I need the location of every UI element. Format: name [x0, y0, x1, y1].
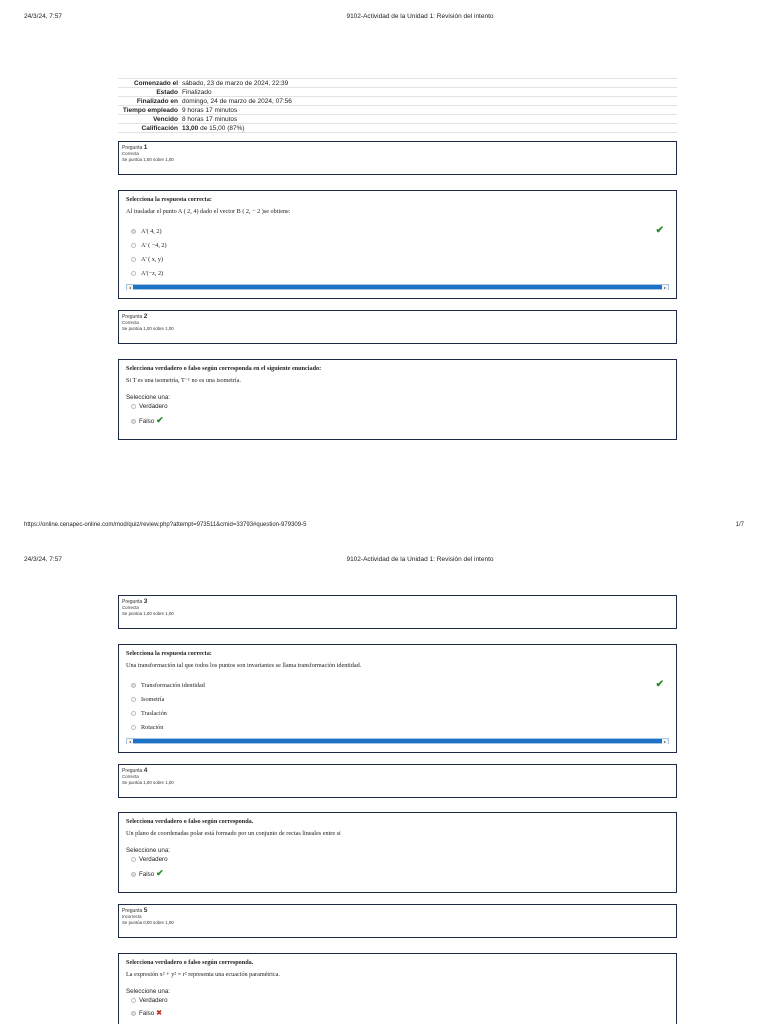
radio-icon[interactable] — [131, 683, 136, 688]
question-status: Correcta — [122, 151, 139, 156]
print-date: 24/3/24, 7:57 — [24, 556, 62, 563]
question-4-info: Pregunta 4 Correcta Se puntúa 1,00 sobre 1,00 — [118, 764, 677, 798]
answer-option[interactable]: A' ( x, y) — [126, 256, 669, 270]
radio-icon[interactable] — [131, 872, 136, 877]
summary-row-state: Estado Finalizado — [118, 88, 677, 97]
radio-icon[interactable] — [131, 419, 136, 424]
answer-option-true[interactable]: Verdadero — [126, 855, 669, 865]
radio-icon[interactable] — [131, 998, 136, 1003]
check-icon: ✔ — [655, 679, 664, 690]
question-score: Se puntúa 1,00 sobre 1,00 — [122, 326, 174, 331]
check-icon: ✔ — [156, 868, 164, 878]
question-score: Se puntúa 1,00 sobre 1,00 — [122, 157, 174, 162]
answer-option[interactable]: Transformación identidad ✔ — [126, 682, 669, 696]
answer-option[interactable]: A' ( −4, 2) — [126, 242, 669, 256]
summary-row-finished: Finalizado en domingo, 24 de marzo de 2024, 07:56 — [118, 97, 677, 106]
question-status: Correcta — [122, 774, 139, 779]
print-title: 9102-Actividad de la Unidad 1: Revisión del intento — [346, 556, 494, 563]
answer-option-false[interactable]: Falso ✔ — [126, 868, 669, 878]
horizontal-scrollbar[interactable] — [126, 738, 669, 744]
answer-option[interactable]: A'( 4, 2) ✔ — [126, 228, 669, 242]
question-status: Correcta — [122, 320, 139, 325]
scroll-left-icon[interactable]: ◂ — [128, 739, 131, 744]
answer-option[interactable]: A'(−z, 2) — [126, 270, 669, 284]
check-icon: ✔ — [156, 415, 164, 425]
print-title: 9102-Actividad de la Unidad 1: Revisión del intento — [346, 13, 494, 20]
question-text: La expresión x² + y² = r² representa una ecuación paramétrica. — [126, 971, 280, 978]
radio-icon[interactable] — [131, 271, 136, 276]
question-text: Si T es una isometría, T⁻¹ no es una isometría. — [126, 377, 241, 384]
answer-option[interactable]: Rotación — [126, 724, 669, 738]
radio-icon[interactable] — [131, 725, 136, 730]
question-score: Se puntúa 1,00 sobre 1,00 — [122, 780, 174, 785]
radio-icon[interactable] — [131, 257, 136, 262]
question-2-info: Pregunta 2 Correcta Se puntúa 1,00 sobre 1,00 — [118, 310, 677, 344]
question-1-content — [118, 190, 677, 299]
attempt-summary — [118, 78, 677, 133]
radio-icon[interactable] — [131, 857, 136, 862]
radio-icon[interactable] — [131, 243, 136, 248]
summary-row-grade: Calificación 13,00 de 15,00 (87%) — [118, 124, 677, 133]
question-2-content — [118, 359, 677, 440]
summary-table — [118, 78, 677, 133]
question-1-info: Pregunta 1 Correcta Se puntúa 1,00 sobre 1,00 — [118, 141, 677, 175]
grade-value: 13,00 — [182, 124, 199, 132]
question-3-content — [118, 644, 677, 753]
radio-icon[interactable] — [131, 404, 136, 409]
select-one-label: Seleccione una: — [126, 988, 171, 995]
answer-option[interactable]: Isometría — [126, 696, 669, 710]
question-prompt: Selecciona verdadero o falso según corresponda en el siguiente enunciado: — [126, 365, 322, 372]
answer-option-true[interactable]: Verdadero — [126, 996, 669, 1006]
question-score: Se puntúa 0,00 sobre 1,00 — [122, 920, 174, 925]
radio-icon[interactable] — [131, 697, 136, 702]
scroll-right-icon[interactable]: ▸ — [663, 285, 666, 290]
select-one-label: Seleccione una: — [126, 394, 171, 401]
answer-option-false[interactable]: Falso ✔ — [126, 415, 669, 425]
scroll-left-icon[interactable]: ◂ — [128, 285, 131, 290]
question-prompt: Selecciona verdadero o falso según corresponda. — [126, 959, 254, 966]
question-4-content — [118, 812, 677, 893]
select-one-label: Seleccione una: — [126, 847, 171, 854]
question-score: Se puntúa 1,00 sobre 1,00 — [122, 611, 174, 616]
question-5-info: Pregunta 5 Incorrecta Se puntúa 0,00 sobre 1,00 — [118, 904, 677, 938]
question-text: Un plano de coordenadas polar está formado por un conjunto de rectas lineales entre si — [126, 830, 341, 837]
print-date: 24/3/24, 7:57 — [24, 13, 62, 20]
question-text: Una transformación tal que todos los puntos son invariantes se llama transformación identidad. — [126, 662, 362, 669]
question-3-info: Pregunta 3 Correcta Se puntúa 1,00 sobre 1,00 — [118, 595, 677, 629]
question-text: Al trasladar el punto A ( 2, 4) dado el vector B ( 2, − 2 )se obtiene: — [126, 208, 291, 215]
summary-row-overdue: Vencido 8 horas 17 minutos — [118, 115, 677, 124]
question-prompt: Selecciona verdadero o falso según corresponda. — [126, 818, 254, 825]
radio-icon[interactable] — [131, 229, 136, 234]
summary-row-time: Tiempo empleado 9 horas 17 minutos — [118, 106, 677, 115]
radio-icon[interactable] — [131, 1011, 136, 1016]
check-icon: ✔ — [655, 225, 664, 236]
summary-row-started: Comenzado el sábado, 23 de marzo de 2024, 22:39 — [118, 79, 677, 88]
answer-option-false[interactable]: Falso ✖ — [126, 1009, 669, 1019]
scroll-right-icon[interactable]: ▸ — [663, 739, 666, 744]
answer-option[interactable]: Traslación — [126, 710, 669, 724]
print-url: https://online.cenapec-online.com/mod/quiz/review.php?attempt=973511&cmid=33793#question-979309-5 — [24, 522, 307, 528]
question-status: Correcta — [122, 605, 139, 610]
question-5-content — [118, 953, 677, 1024]
horizontal-scrollbar[interactable] — [126, 284, 669, 290]
print-page-number: 1/7 — [735, 522, 744, 528]
question-prompt: Selecciona la respuesta correcta: — [126, 196, 212, 203]
question-status: Incorrecta — [122, 914, 142, 919]
answer-option-true[interactable]: Verdadero — [126, 402, 669, 412]
question-prompt: Selecciona la respuesta correcta: — [126, 650, 212, 657]
radio-icon[interactable] — [131, 711, 136, 716]
cross-icon: ✖ — [156, 1010, 163, 1017]
